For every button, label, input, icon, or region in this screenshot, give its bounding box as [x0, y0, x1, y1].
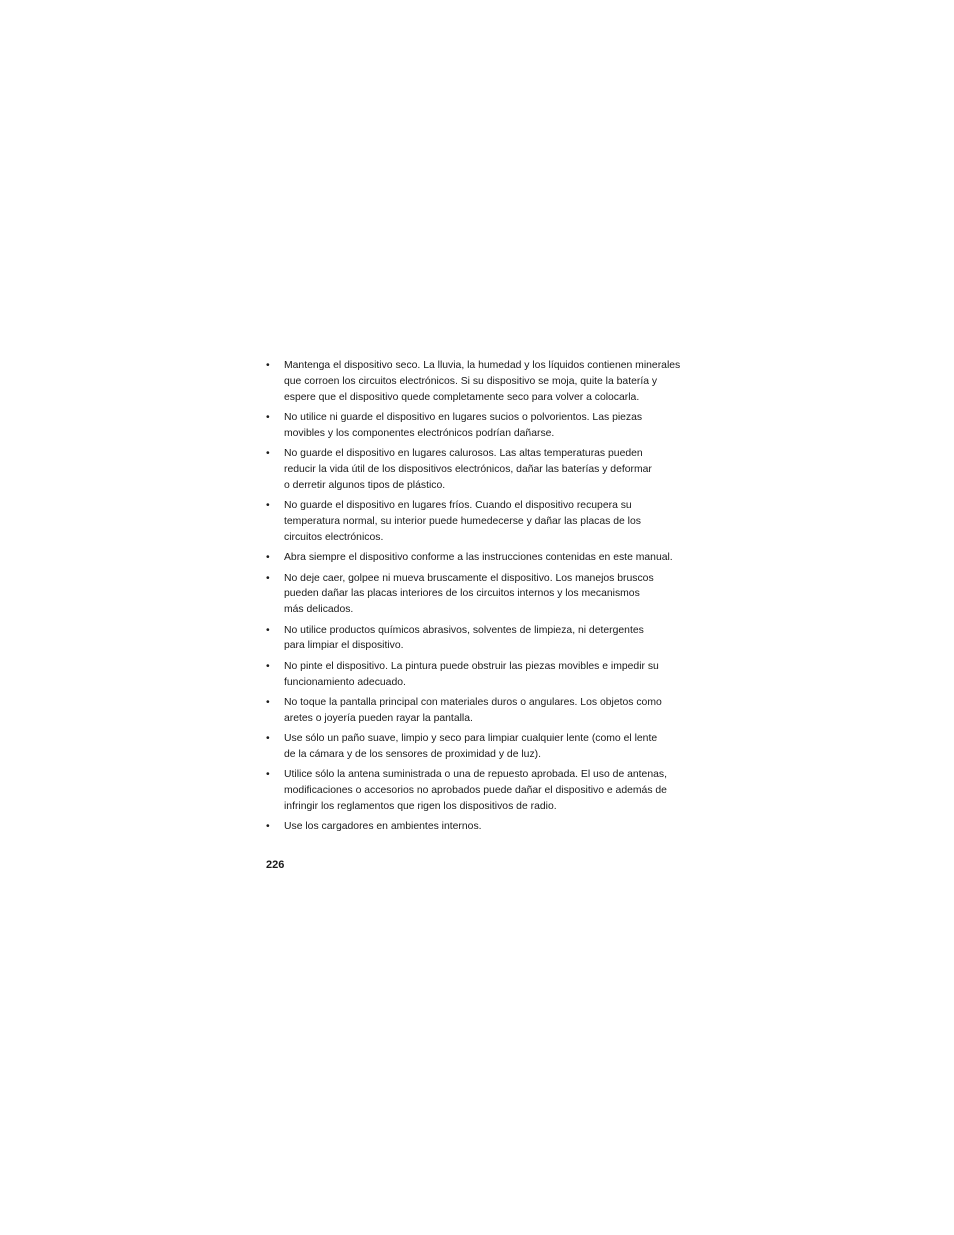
list-item	[266, 550, 686, 566]
list-item	[266, 659, 686, 691]
bullet-icon: •	[266, 448, 270, 460]
list-item	[266, 623, 686, 655]
bullet-icon: •	[266, 500, 270, 512]
list-item-text: Use los cargadores en ambientes internos.	[284, 821, 482, 833]
bullet-icon: •	[266, 624, 270, 636]
list-item	[266, 731, 686, 763]
bullet-icon: •	[266, 572, 270, 584]
list-item-text: No toque la pantalla principal con materiales duros o angulares. Los objetos como aretes o joyería pueden rayar la pantalla.	[284, 696, 662, 724]
bullet-icon: •	[266, 660, 270, 672]
bullet-icon: •	[266, 360, 270, 371]
list-item	[266, 695, 686, 727]
list-item	[266, 498, 686, 545]
care-instructions	[266, 358, 686, 840]
bullet-icon: •	[266, 696, 270, 708]
list-item-text: Use sólo un paño suave, limpio y seco para limpiar cualquier lente (como el lente de la cámara y de los sensores de proximidad y de luz).	[284, 733, 658, 760]
bullet-icon: •	[266, 411, 270, 423]
list-item-text: Utilice sólo la antena suministrada o una de repuesto aprobada. El uso de antenas, modificaciones o accesorios no aprobados puede dañar el dispositivo e además de infringir los reglamentos que rigen los dispositivos de radio.	[284, 769, 667, 812]
list-item	[266, 358, 686, 405]
bullet-list	[266, 358, 686, 835]
list-item-text: Mantenga el dispositivo seco. La lluvia, la humedad y los líquidos contienen minerales que corroen los circuitos electrónicos. Si su dispositivo se moja, quite la batería y espere que el dispositivo quede completamente seco para volver a colocarla.	[284, 360, 681, 403]
list-item-text: No deje caer, golpee ni mueva bruscamente el dispositivo. Los manejos bruscos pueden dañar las placas interiores de los circuitos internos y los mecanismos más delicados.	[284, 572, 654, 616]
bullet-icon: •	[266, 821, 270, 833]
bullet-icon: •	[266, 552, 270, 564]
bullet-icon: •	[266, 733, 270, 745]
list-item-text: No guarde el dispositivo en lugares calurosos. Las altas temperaturas pueden reducir la vida útil de los dispositivos electrónicos, dañar las baterías y deformar o derretir algunos tipos de plástico.	[284, 448, 652, 491]
list-item-text: No pinte el dispositivo. La pintura puede obstruir las piezas movibles e impedir su funcionamiento adecuado.	[284, 660, 659, 688]
list-item	[266, 571, 686, 618]
list-item-text: No utilice ni guarde el dispositivo en lugares sucios o polvorientos. Las piezas movibles y los componentes electrónicos podrían dañarse.	[284, 411, 643, 439]
list-item	[266, 410, 686, 442]
list-item-text: Abra siempre el dispositivo conforme a las instrucciones contenidas en este manual.	[284, 552, 673, 564]
list-item	[266, 446, 686, 493]
bullet-icon: •	[266, 769, 270, 781]
list-item	[266, 767, 686, 814]
list-item-text: No utilice productos químicos abrasivos, solventes de limpieza, ni detergentes para limpiar el dispositivo.	[284, 624, 644, 652]
list-item	[266, 819, 686, 835]
list-item-text: No guarde el dispositivo en lugares fríos. Cuando el dispositivo recupera su temperatura normal, su interior puede humedecerse y dañar las placas de los circuitos electrónicos.	[284, 500, 641, 543]
page-number: 226	[266, 859, 285, 871]
